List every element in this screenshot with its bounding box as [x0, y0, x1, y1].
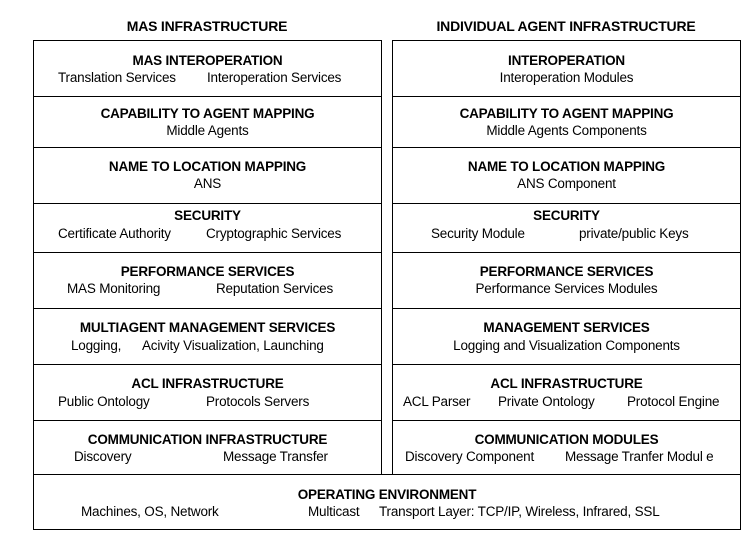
box-item: Machines, OS, Network — [81, 504, 219, 519]
box-item: Message Tranfer Modul e — [565, 449, 714, 464]
box-item: ACL Parser — [403, 394, 471, 409]
box-title: OPERATING ENVIRONMENT — [297, 487, 477, 502]
box-item: Private Ontology — [498, 394, 595, 409]
box-item: Certificate Authority — [58, 226, 171, 241]
box-item: private/public Keys — [579, 226, 689, 241]
box-item: Acivity Visualization, Launching — [142, 338, 324, 353]
box-item: Middle Agents — [166, 123, 249, 138]
box-item: Multicast — [308, 504, 360, 519]
right-box-management-services — [392, 308, 741, 365]
box-title: ACL INFRASTRUCTURE — [490, 376, 643, 391]
left-box-acl-infrastructure — [33, 364, 382, 421]
box-title: ACL INFRASTRUCTURE — [131, 376, 284, 391]
box-item: Discovery — [74, 449, 132, 464]
left-box-multiagent-management — [33, 308, 382, 365]
box-title: MANAGEMENT SERVICES — [483, 320, 650, 335]
box-item: Discovery Component — [405, 449, 535, 464]
box-item: Logging, — [71, 338, 122, 353]
box-item: MAS Monitoring — [67, 281, 161, 296]
box-item: Interoperation Services — [207, 70, 342, 85]
right-box-communication-modules — [392, 420, 741, 475]
box-item: Performance Services Modules — [475, 281, 658, 296]
mas-infrastructure-header: MAS INFRASTRUCTURE — [126, 18, 288, 34]
box-item: Interoperation Modules — [499, 70, 634, 85]
box-item: Public Ontology — [58, 394, 150, 409]
individual-agent-infrastructure-header: INDIVIDUAL AGENT INFRASTRUCTURE — [436, 18, 696, 34]
box-title: CAPABILITY TO AGENT MAPPING — [459, 106, 674, 121]
box-item: Security Module — [431, 226, 525, 241]
box-title: MAS INTEROPERATION — [132, 53, 283, 68]
box-title: COMMUNICATION MODULES — [474, 432, 659, 447]
box-title: COMMUNICATION INFRASTRUCTURE — [87, 432, 328, 447]
left-box-mas-interoperation — [33, 40, 382, 97]
box-item: Transport Layer: TCP/IP, Wireless, Infrared, SSL — [379, 504, 660, 519]
box-title: SECURITY — [533, 208, 600, 223]
box-title: CAPABILITY TO AGENT MAPPING — [100, 106, 315, 121]
box-item: ANS — [193, 176, 222, 191]
right-box-name-location-mapping — [392, 147, 741, 204]
left-box-name-location-mapping — [33, 147, 382, 204]
left-box-performance-services — [33, 252, 382, 309]
box-item: Protocol Engine — [627, 394, 720, 409]
left-box-security — [33, 203, 382, 253]
right-box-security — [392, 203, 741, 253]
operating-environment-box — [33, 474, 741, 530]
right-box-capability-mapping — [392, 96, 741, 148]
box-title: SECURITY — [174, 208, 241, 223]
box-item: Protocols Servers — [206, 394, 310, 409]
box-item: Translation Services — [58, 70, 176, 85]
box-item: Message Transfer — [223, 449, 328, 464]
box-title: INTEROPERATION — [508, 53, 625, 68]
left-box-communication-infrastructure — [33, 420, 382, 475]
right-box-acl-infrastructure — [392, 364, 741, 421]
left-box-capability-mapping — [33, 96, 382, 148]
box-title: PERFORMANCE SERVICES — [120, 264, 295, 279]
right-box-interoperation — [392, 40, 741, 97]
box-item: Cryptographic Services — [206, 226, 342, 241]
box-item: Logging and Visualization Components — [453, 338, 680, 353]
box-title: MULTIAGENT MANAGEMENT SERVICES — [79, 320, 336, 335]
box-title: NAME TO LOCATION MAPPING — [467, 159, 666, 174]
box-title: NAME TO LOCATION MAPPING — [108, 159, 307, 174]
box-item: Middle Agents Components — [486, 123, 647, 138]
right-box-performance-services — [392, 252, 741, 309]
box-title: PERFORMANCE SERVICES — [479, 264, 654, 279]
box-item: Reputation Services — [216, 281, 334, 296]
box-item: ANS Component — [517, 176, 616, 191]
